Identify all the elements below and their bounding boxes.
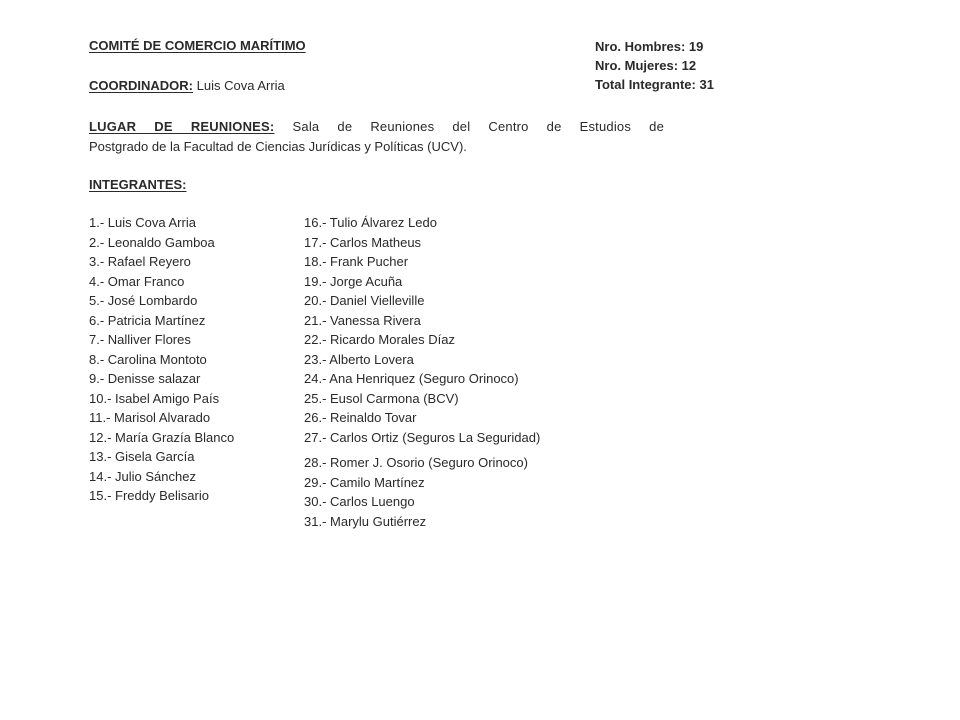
member-item: 24.- Ana Henriquez (Seguro Orinoco) [304,371,519,386]
stat-total: Total Integrante: 31 [595,77,714,92]
coordinator-label: COORDINADOR: [89,78,193,93]
member-item: 14.- Julio Sánchez [89,468,196,484]
member-item: 1.- Luis Cova Arria [89,215,196,230]
meeting-place-paragraph [89,117,664,157]
member-item: 29.- Camilo Martínez [304,474,425,490]
member-item: 27.- Carlos Ortiz (Seguros La Seguridad) [304,429,541,445]
stat-hombres: Nro. Hombres: 19 [595,39,704,54]
member-item: 18.- Frank Pucher [304,254,409,269]
members-column-1 [89,213,234,506]
coordinator-line [89,78,285,93]
member-item: 10.- Isabel Amigo País [89,390,220,406]
member-item: 3.- Rafael Reyero [89,254,191,269]
coordinator-name: Luis Cova Arria [196,78,285,93]
meeting-place-text2: Postgrado de la Facultad de Ciencias Jurídicas y Políticas (UCV). [89,139,467,154]
member-item: 12.- María Grazía Blanco [89,429,235,445]
member-item: 25.- Eusol Carmona (BCV) [304,390,459,406]
meeting-place-text1: Sala de Reuniones del Centro de Estudios de [292,119,664,134]
members-heading: INTEGRANTES: [89,177,187,192]
member-item: 28.- Romer J. Osorio (Seguro Orinoco) [304,455,528,470]
member-item: 13.- Gisela García [89,449,195,464]
member-item: 20.- Daniel Vielleville [304,293,425,308]
member-item: 23.- Alberto Lovera [304,351,414,367]
meeting-place-label: LUGAR DE REUNIONES: [89,119,275,134]
member-item: 22.- Ricardo Morales Díaz [304,332,455,347]
member-item: 17.- Carlos Matheus [304,234,422,250]
stats-block [595,37,714,94]
member-item: 11.- Marisol Alvarado [89,410,211,425]
stat-mujeres: Nro. Mujeres: 12 [595,58,697,73]
member-item: 26.- Reinaldo Tovar [304,410,417,425]
committee-title: COMITÉ DE COMERCIO MARÍTIMO [89,38,306,53]
member-item: 7.- Nalliver Flores [89,332,191,347]
member-item: 2.- Leonaldo Gamboa [89,234,215,250]
member-item: 19.- Jorge Acuña [304,273,403,289]
member-item: 21.- Vanessa Rivera [304,312,421,328]
member-item: 5.- José Lombardo [89,293,198,308]
meeting-place-line1 [89,117,664,137]
member-item: 31.- Marylu Gutiérrez [304,513,427,529]
member-item: 4.- Omar Franco [89,273,185,289]
member-item: 15.- Freddy Belisario [89,488,209,503]
members-column-2 [304,213,540,531]
member-item: 30.- Carlos Luengo [304,494,415,509]
member-item: 8.- Carolina Montoto [89,351,207,367]
member-item: 16.- Tulio Álvarez Ledo [304,215,437,230]
member-item: 6.- Patricia Martínez [89,312,206,328]
member-item: 9.- Denisse salazar [89,371,201,386]
